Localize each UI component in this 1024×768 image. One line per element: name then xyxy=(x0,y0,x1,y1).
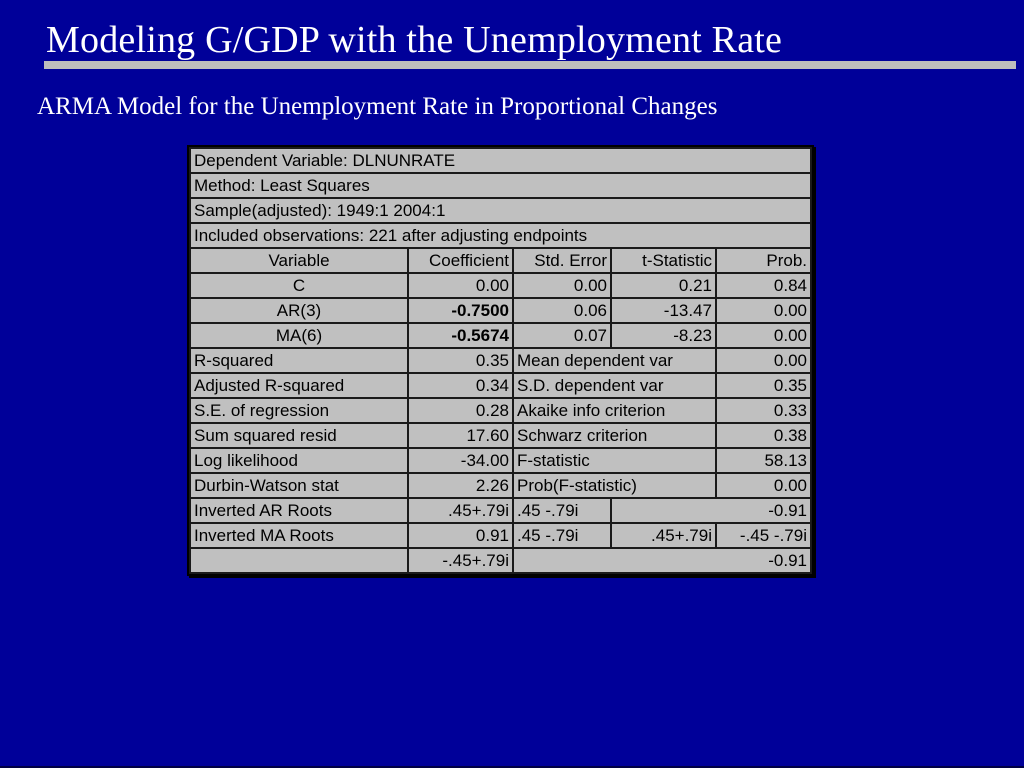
prob-value: 0.00 xyxy=(716,298,811,323)
stat-label: Durbin-Watson stat xyxy=(190,473,408,498)
coefficient-value: -0.5674 xyxy=(408,323,513,348)
std-error-value: 0.07 xyxy=(513,323,611,348)
table-row xyxy=(190,148,811,173)
prob-value: 0.84 xyxy=(716,273,811,298)
stat-label: Akaike info criterion xyxy=(513,398,716,423)
variable-name: MA(6) xyxy=(190,323,408,348)
stat-value: 0.38 xyxy=(716,423,811,448)
table-row xyxy=(190,223,811,248)
column-header: Std. Error xyxy=(513,248,611,273)
empty-cell xyxy=(190,548,408,573)
stat-value: 0.35 xyxy=(408,348,513,373)
title-divider xyxy=(44,61,1016,69)
stat-value: 2.26 xyxy=(408,473,513,498)
root-value: .45 -.79i xyxy=(513,498,611,523)
stat-value: 0.00 xyxy=(716,473,811,498)
root-value: .45+.79i xyxy=(611,523,716,548)
stat-label: Sum squared resid xyxy=(190,423,408,448)
variable-name: C xyxy=(190,273,408,298)
inverted-ar-roots-row xyxy=(190,498,811,523)
column-header: Prob. xyxy=(716,248,811,273)
variable-name: AR(3) xyxy=(190,298,408,323)
stat-row xyxy=(190,473,811,498)
stat-value: -34.00 xyxy=(408,448,513,473)
stat-label: Log likelihood xyxy=(190,448,408,473)
stat-label: Schwarz criterion xyxy=(513,423,716,448)
sample-range: Sample(adjusted): 1949:1 2004:1 xyxy=(190,198,811,223)
stat-label: Mean dependent var xyxy=(513,348,716,373)
stat-value: 17.60 xyxy=(408,423,513,448)
coefficient-value: 0.00 xyxy=(408,273,513,298)
roots-label: Inverted AR Roots xyxy=(190,498,408,523)
coefficient-row xyxy=(190,273,811,298)
slide-subtitle: ARMA Model for the Unemployment Rate in Proportional Changes xyxy=(37,93,718,120)
stat-value: 0.28 xyxy=(408,398,513,423)
t-statistic-value: -8.23 xyxy=(611,323,716,348)
slide-title: Modeling G/GDP with the Unemployment Rate xyxy=(46,19,783,61)
std-error-value: 0.06 xyxy=(513,298,611,323)
column-header-row xyxy=(190,248,811,273)
column-header: Variable xyxy=(190,248,408,273)
prob-value: 0.00 xyxy=(716,323,811,348)
root-value: 0.91 xyxy=(408,523,513,548)
root-value: .45 -.79i xyxy=(513,523,611,548)
stat-value: 58.13 xyxy=(716,448,811,473)
roots-label: Inverted MA Roots xyxy=(190,523,408,548)
stat-row xyxy=(190,373,811,398)
root-value: -0.91 xyxy=(611,498,811,523)
column-header: Coefficient xyxy=(408,248,513,273)
stat-value: 0.33 xyxy=(716,398,811,423)
estimation-method: Method: Least Squares xyxy=(190,173,811,198)
inverted-ma-roots-row xyxy=(190,523,811,548)
coefficient-value: -0.7500 xyxy=(408,298,513,323)
root-value: -.45 -.79i xyxy=(716,523,811,548)
stat-row xyxy=(190,398,811,423)
std-error-value: 0.00 xyxy=(513,273,611,298)
stat-label: Adjusted R-squared xyxy=(190,373,408,398)
t-statistic-value: -13.47 xyxy=(611,298,716,323)
stat-row xyxy=(190,448,811,473)
column-header: t-Statistic xyxy=(611,248,716,273)
table-row xyxy=(190,198,811,223)
stat-label: S.D. dependent var xyxy=(513,373,716,398)
stat-label: Prob(F-statistic) xyxy=(513,473,716,498)
stat-value: 0.35 xyxy=(716,373,811,398)
coefficient-row xyxy=(190,298,811,323)
stat-row xyxy=(190,348,811,373)
stat-value: 0.00 xyxy=(716,348,811,373)
t-statistic-value: 0.21 xyxy=(611,273,716,298)
root-value: .45+.79i xyxy=(408,498,513,523)
inverted-ma-roots-continuation-row xyxy=(190,548,811,573)
stat-row xyxy=(190,423,811,448)
stat-label: S.E. of regression xyxy=(190,398,408,423)
table-row xyxy=(190,173,811,198)
stat-label: F-statistic xyxy=(513,448,716,473)
regression-output-table xyxy=(187,145,814,576)
root-value: -.45+.79i xyxy=(408,548,513,573)
stat-value: 0.34 xyxy=(408,373,513,398)
coefficient-row xyxy=(190,323,811,348)
dependent-variable: Dependent Variable: DLNUNRATE xyxy=(190,148,811,173)
included-observations: Included observations: 221 after adjusting endpoints xyxy=(190,223,811,248)
stat-label: R-squared xyxy=(190,348,408,373)
root-value: -0.91 xyxy=(513,548,811,573)
